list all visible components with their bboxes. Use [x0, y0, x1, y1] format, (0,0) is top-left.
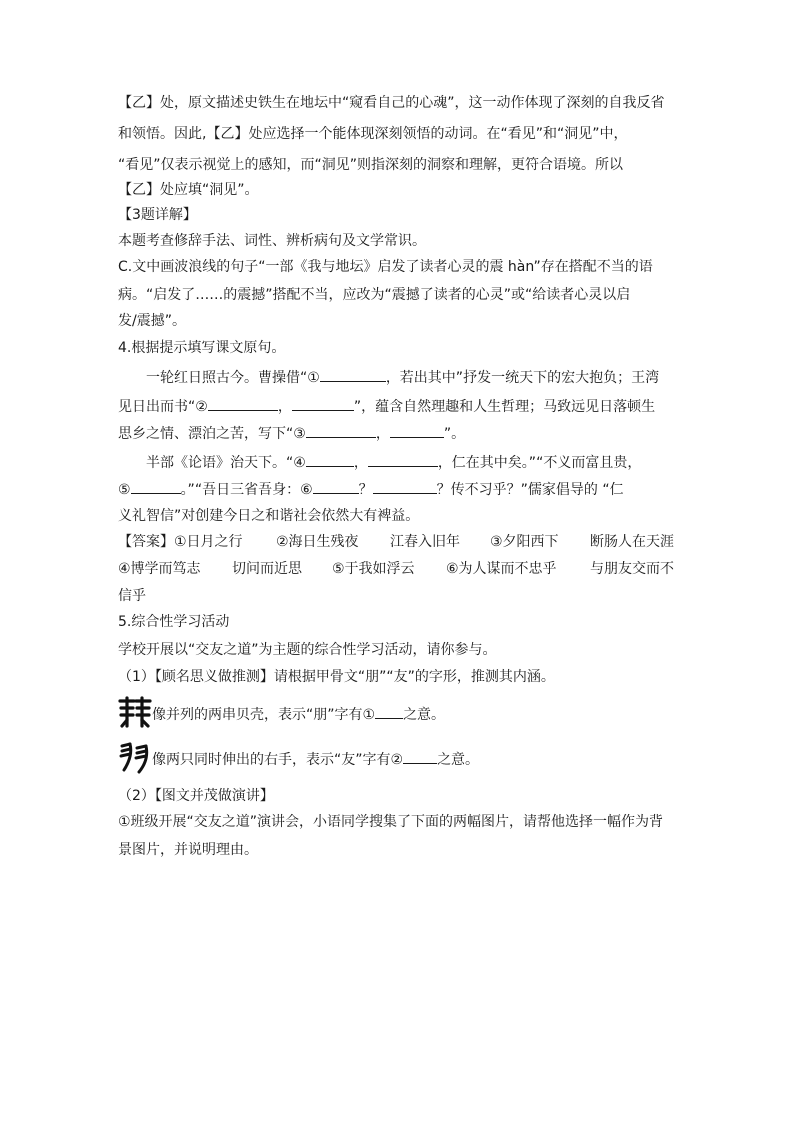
paragraph-line: 和领悟。因此,【乙】处应选择一个能体现深刻领悟的动词。在“看见”和“洞见”中， [118, 126, 628, 142]
fill-text: 一轮红日照古今。曹操借“① [146, 370, 320, 386]
paragraph-line: “看见”仅表示视觉上的感知，而“洞见”则指深刻的洞察和理解，更符合语境。所以 [118, 157, 624, 173]
paragraph-line: 本题考查修辞手法、词性、辨析病句及文学常识。 [118, 233, 426, 249]
section-heading: 【3题详解】 [118, 207, 197, 223]
paragraph-line: 病。“启发了……的震撼”搭配不当，应改为“震撼了读者的心灵”或“给读者心灵以启 [118, 287, 631, 303]
paragraph-line: 【乙】处，原文描述史铁生在地坛中“窥看自己的心魂”，这一动作体现了深刻的自我反省 [118, 95, 665, 111]
blank-6b[interactable] [373, 479, 437, 494]
answer-item: 与朋友交而不 [590, 561, 674, 577]
fill-text: 半部《论语》治天下。“④ [146, 455, 306, 471]
blank-5[interactable] [131, 479, 181, 494]
question-heading: 5.综合性学习活动 [118, 614, 230, 630]
oracle-peng-glyph-icon [118, 696, 152, 728]
fill-in-line [118, 367, 678, 388]
fill-text: 见日出而书“② [118, 399, 208, 415]
fill-in-line [118, 452, 678, 473]
fill-text: ， [353, 455, 368, 471]
paragraph-line: 发/震撼”。 [118, 313, 186, 329]
fill-text: 之意。 [403, 707, 446, 723]
paragraph-line: 学校开展以“交友之道”为主题的综合性学习活动，请你参与。 [118, 642, 497, 658]
answer-item: 断肠人在天涯 [590, 534, 674, 550]
answer-item: 切问而近思 [232, 561, 302, 577]
answer-item: ③夕阳西下 [490, 534, 559, 550]
fill-text: ”，蕴含自然理趣和人生哲理；马致远见日落顿生 [353, 399, 656, 415]
question-heading: 4.根据提示填写课文原句。 [118, 340, 286, 356]
answer-item: 江春入旧年 [390, 534, 460, 550]
blank-you[interactable] [403, 749, 437, 764]
fill-text: ？传不习乎？”儒家倡导的 “仁 [436, 482, 624, 498]
glyph-line-1 [152, 704, 445, 725]
answer-item: ②海日生残夜 [276, 534, 359, 550]
answer-item: ⑥为人谋而不忠乎 [446, 561, 557, 577]
paragraph-line: 景图片，并说明理由。 [118, 842, 258, 858]
fill-text: ，若出其中”抒发一统天下的宏大抱负；王湾 [385, 370, 660, 386]
fill-text: ， [375, 426, 390, 442]
blank-6a[interactable] [313, 479, 359, 494]
answer-item: ⑤于我如浮云 [332, 561, 415, 577]
fill-text: 像并列的两串贝壳，表示“朋”字有① [152, 707, 376, 723]
fill-text: ⑤ [118, 482, 131, 498]
paragraph-line: （2）【图文并茂做演讲】 [118, 788, 274, 804]
paragraph-line: 【乙】处应填“洞见”。 [118, 182, 259, 198]
answer-item: 【答案】①日月之行 [118, 534, 243, 550]
fill-in-line [118, 396, 678, 417]
blank-2a[interactable] [208, 396, 278, 411]
paragraph-line: ①班级开展“交友之道”演讲会，小语同学搜集了下面的两幅图片，请帮他选择一幅作为背 [118, 814, 664, 830]
fill-text: ， [277, 399, 292, 415]
answer-item: 信乎 [118, 588, 146, 604]
fill-text: 。”“吾日三省吾身：⑥ [180, 482, 313, 498]
blank-3b[interactable] [390, 423, 444, 438]
fill-text: 之意。 [437, 752, 480, 768]
fill-in-line [118, 479, 678, 500]
paragraph-line: C.文中画波浪线的句子“一部《我与地坛》启发了读者心灵的震 hàn”存在搭配不当的语 [118, 259, 653, 275]
paragraph-line: （1）【顾名思义做推测】请根据甲骨文“朋”“友”的字形，推测其内涵。 [118, 669, 555, 685]
blank-4b[interactable] [368, 452, 438, 467]
blank-2b[interactable] [292, 396, 354, 411]
paragraph-line: 义礼智信”对创建今日之和谐社会依然大有裨益。 [118, 508, 420, 524]
blank-4a[interactable] [306, 452, 354, 467]
blank-peng[interactable] [375, 704, 403, 719]
glyph-line-2 [152, 749, 479, 770]
fill-text: 思乡之情、漂泊之苦，写下“③ [118, 426, 306, 442]
answer-item: ④博学而笃志 [118, 561, 201, 577]
fill-text: ？ [358, 482, 373, 498]
fill-text: ，仁在其中矣。”“不义而富且贵， [437, 455, 642, 471]
blank-1[interactable] [320, 367, 386, 382]
oracle-you-glyph-icon [118, 742, 152, 774]
fill-in-line [118, 423, 678, 444]
fill-text: 像两只同时伸出的右手，表示“友”字有② [152, 752, 404, 768]
fill-text: ”。 [443, 426, 466, 442]
blank-3a[interactable] [306, 423, 376, 438]
